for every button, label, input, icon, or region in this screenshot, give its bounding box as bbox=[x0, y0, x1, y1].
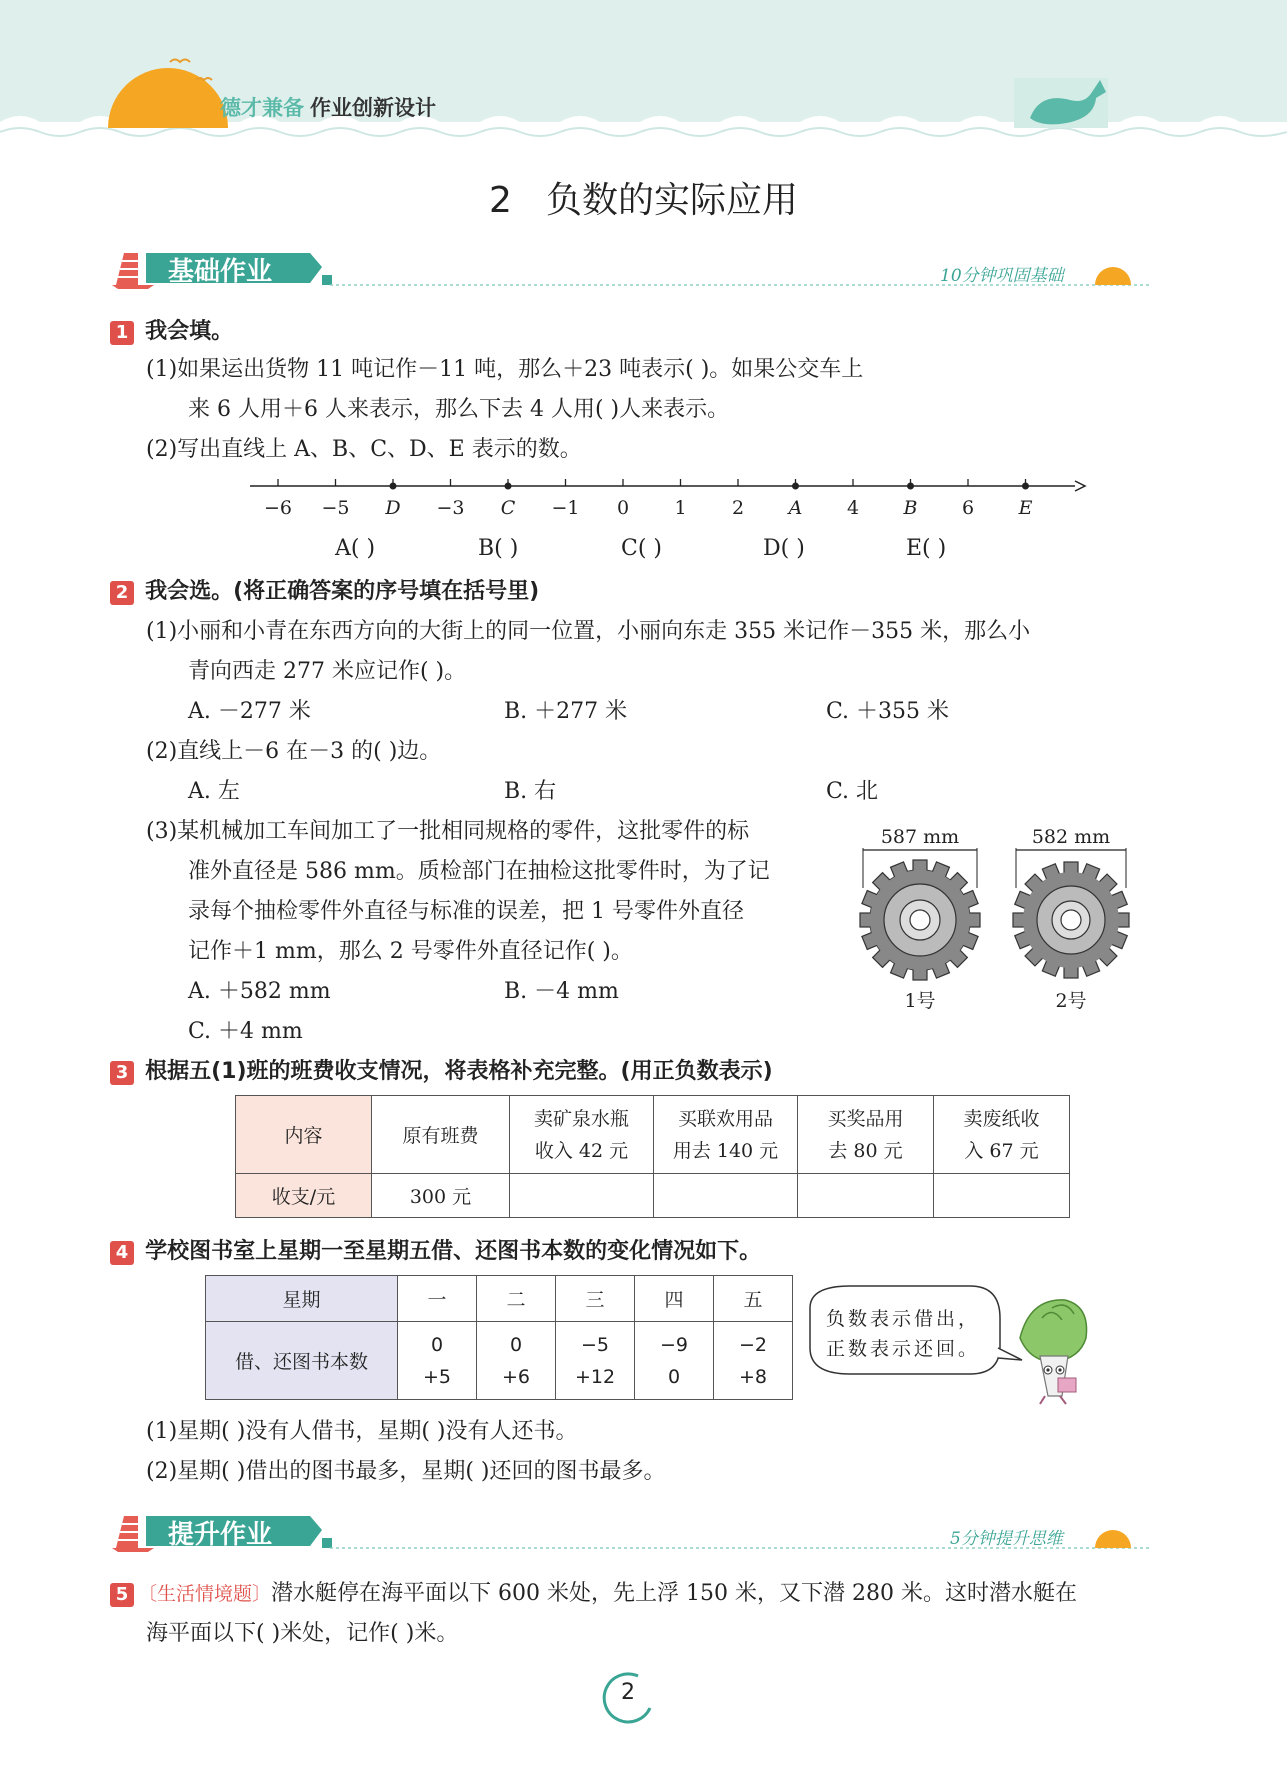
question-badge: 3 bbox=[110, 1061, 134, 1085]
table-cell-blank[interactable] bbox=[798, 1174, 934, 1218]
section-hint: 10分钟巩固基础 bbox=[940, 266, 1064, 286]
q4-1-line: (1)星期( )没有人借书，星期( )没有人还书。 bbox=[146, 1419, 578, 1444]
question-title: 我会选。(将正确答案的序号填在括号里) bbox=[145, 579, 540, 604]
number-line-label: D bbox=[385, 497, 401, 519]
question-4-heading bbox=[110, 1234, 761, 1265]
q2-1-option-b: B. ＋277 米 bbox=[504, 699, 628, 724]
question-text: 潜水艇停在海平面以下 600 米处，先上浮 150 米，又下潜 280 米。这时潜水艇在 bbox=[271, 1581, 1077, 1606]
question-5-line-1 bbox=[110, 1576, 1077, 1607]
question-badge: 1 bbox=[110, 321, 134, 345]
cell-line: 去 80 元 bbox=[828, 1139, 903, 1162]
number-line-label: B bbox=[903, 497, 918, 519]
number-line-label: E bbox=[1018, 497, 1033, 519]
gear-2 bbox=[1006, 826, 1136, 1013]
brand-title bbox=[220, 92, 436, 122]
q1-text-line-3: (2)写出直线上 A、B、C、D、E 表示的数。 bbox=[146, 437, 582, 462]
table-cell bbox=[635, 1322, 714, 1400]
section-hint: 5分钟提升思维 bbox=[950, 1529, 1063, 1549]
table-cell-blank[interactable] bbox=[934, 1174, 1070, 1218]
number-line-point bbox=[792, 483, 799, 490]
number-line-label: 6 bbox=[961, 497, 975, 519]
gear-1 bbox=[855, 826, 985, 1013]
gear-2-label: 2号 bbox=[1055, 990, 1087, 1012]
q4-2-line: (2)星期( )借出的图书最多，星期( )还回的图书最多。 bbox=[146, 1459, 666, 1484]
lesson-title: 负数的实际应用 bbox=[545, 180, 798, 221]
page-title bbox=[0, 172, 1287, 223]
cell-line: 用去 140 元 bbox=[672, 1139, 779, 1162]
table-cell bbox=[477, 1322, 556, 1400]
brand-subtitle: 作业创新设计 bbox=[310, 96, 436, 120]
header-band bbox=[0, 0, 1287, 150]
table-header-cell: 原有班费 bbox=[372, 1096, 510, 1174]
gear-icon bbox=[855, 848, 985, 988]
section-title: 提升作业 bbox=[168, 1520, 273, 1550]
answer-e: E( ) bbox=[906, 536, 947, 561]
answer-a: A( ) bbox=[335, 536, 376, 561]
q2-1-option-a: A. －277 米 bbox=[188, 699, 311, 724]
q2-3-line-3: 录每个抽检零件外直径与标准的误差，把 1 号零件外直径 bbox=[188, 899, 744, 924]
table-cell bbox=[714, 1322, 793, 1400]
number-line-label: −5 bbox=[321, 497, 350, 519]
table-cell bbox=[398, 1322, 477, 1400]
answer-d: D( ) bbox=[763, 536, 805, 561]
table-header-cell: 五 bbox=[714, 1276, 793, 1322]
section-title: 基础作业 bbox=[168, 257, 273, 287]
table-cell bbox=[556, 1322, 635, 1400]
number-line-point bbox=[907, 483, 914, 490]
cell-line: 买奖品用 bbox=[827, 1107, 904, 1130]
table-row-label: 收支/元 bbox=[236, 1174, 372, 1218]
q2-1-line-1: (1)小丽和小青在东西方向的大街上的同一位置，小丽向东走 355 米记作－355 米，那么小 bbox=[146, 619, 1031, 644]
q2-2-option-a: A. 左 bbox=[188, 779, 240, 804]
gear-1-size: 587 mm bbox=[880, 826, 960, 848]
cell-line: −2 bbox=[738, 1333, 767, 1356]
question-1-heading bbox=[110, 314, 233, 345]
table-header-cell: 内容 bbox=[236, 1096, 372, 1174]
question-3-heading bbox=[110, 1054, 773, 1085]
cell-line: 买联欢用品 bbox=[677, 1107, 773, 1130]
q2-1-line-2: 青向西走 277 米应记作( )。 bbox=[188, 659, 467, 684]
cell-line: +12 bbox=[574, 1365, 616, 1388]
gear-1-label: 1号 bbox=[904, 990, 936, 1012]
q2-3-option-a: A. ＋582 mm bbox=[188, 979, 331, 1004]
cell-line: 0 bbox=[430, 1333, 444, 1356]
cell-line: 0 bbox=[667, 1365, 681, 1388]
bubble-line-1: 负数表示借出， bbox=[826, 1308, 981, 1330]
q1-text-line-2: 来 6 人用＋6 人来表示，那么下去 4 人用( )人来表示。 bbox=[188, 397, 730, 422]
table-header-cell: 三 bbox=[556, 1276, 635, 1322]
number-line-label: 1 bbox=[674, 497, 687, 519]
number-line-label: 0 bbox=[616, 497, 630, 519]
table-header-cell: 一 bbox=[398, 1276, 477, 1322]
q1-text-line-1: (1)如果运出货物 11 吨记作－11 吨，那么＋23 吨表示( )。如果公交车上 bbox=[146, 357, 864, 382]
bubble-line-2: 正数表示还回。 bbox=[826, 1338, 981, 1360]
table-header-cell: 四 bbox=[635, 1276, 714, 1322]
question-title: 我会填。 bbox=[145, 319, 234, 344]
table-header-cell: 星期 bbox=[206, 1276, 398, 1322]
question-2-heading bbox=[110, 574, 539, 605]
table-header-cell bbox=[934, 1096, 1070, 1174]
table-header-row bbox=[206, 1276, 793, 1322]
section-header-basic bbox=[110, 245, 1150, 289]
table-cell-blank[interactable] bbox=[510, 1174, 654, 1218]
question-badge: 2 bbox=[110, 581, 134, 605]
library-table bbox=[205, 1275, 793, 1400]
table-header-cell: 二 bbox=[477, 1276, 556, 1322]
q2-2-option-c: C. 北 bbox=[826, 779, 879, 804]
table-header-cell bbox=[510, 1096, 654, 1174]
table-cell-blank[interactable] bbox=[654, 1174, 798, 1218]
table-header-row bbox=[236, 1096, 1070, 1174]
lesson-number: 2 bbox=[489, 180, 512, 221]
number-line-label: −6 bbox=[263, 497, 293, 519]
q2-2-line: (2)直线上－6 在－3 的( )边。 bbox=[146, 739, 442, 764]
q2-3-line-4: 记作＋1 mm，那么 2 号零件外直径记作( )。 bbox=[188, 939, 633, 964]
cell-line: −9 bbox=[659, 1333, 688, 1356]
number-line-label: 4 bbox=[846, 497, 860, 519]
class-fund-table bbox=[235, 1095, 1070, 1218]
table-row-label: 借、还图书本数 bbox=[206, 1322, 398, 1400]
number-line-label: 2 bbox=[731, 497, 745, 519]
number-line-label: A bbox=[788, 497, 803, 519]
cell-line: 入 67 元 bbox=[964, 1139, 1039, 1162]
page-number: 2 bbox=[621, 1680, 635, 1705]
cell-line: 卖废纸收 bbox=[963, 1107, 1040, 1130]
table-cell: 300 元 bbox=[372, 1174, 510, 1218]
number-line-point bbox=[1022, 483, 1029, 490]
question-title: 学校图书室上星期一至星期五借、还图书本数的变化情况如下。 bbox=[145, 1239, 762, 1264]
number-line-label: C bbox=[500, 497, 516, 519]
cell-line: 0 bbox=[509, 1333, 523, 1356]
brand-name: 德才兼备 bbox=[220, 96, 304, 120]
table-header-cell bbox=[654, 1096, 798, 1174]
section-header-advanced bbox=[110, 1508, 1150, 1552]
question-5-line-2: 海平面以下( )米处，记作( )米。 bbox=[146, 1621, 459, 1646]
cell-line: +5 bbox=[422, 1365, 451, 1388]
cell-line: +8 bbox=[738, 1365, 767, 1388]
cell-line: −5 bbox=[580, 1333, 609, 1356]
vegetable-character-icon bbox=[1020, 1300, 1087, 1404]
table-row bbox=[206, 1322, 793, 1400]
answer-b: B( ) bbox=[478, 536, 519, 561]
question-badge: 5 bbox=[110, 1583, 134, 1607]
q2-3-line-2: 准外直径是 586 mm。质检部门在抽检这批零件时，为了记 bbox=[188, 859, 770, 884]
cell-line: 卖矿泉水瓶 bbox=[533, 1107, 629, 1130]
question-tag: 〔生活情境题〕 bbox=[138, 1583, 272, 1605]
number-line-point bbox=[505, 483, 512, 490]
question-badge: 4 bbox=[110, 1241, 134, 1265]
question-title: 根据五(1)班的班费收支情况，将表格补充完整。(用正负数表示) bbox=[145, 1059, 773, 1084]
gear-2-size: 582 mm bbox=[1031, 826, 1111, 848]
q2-3-option-b: B. －4 mm bbox=[504, 979, 619, 1004]
q2-3-line-1: (3)某机械加工车间加工了一批相同规格的零件，这批零件的标 bbox=[146, 819, 750, 844]
cell-line: +6 bbox=[501, 1365, 530, 1388]
q2-2-option-b: B. 右 bbox=[504, 779, 557, 804]
table-header-cell bbox=[798, 1096, 934, 1174]
answer-c: C( ) bbox=[621, 536, 662, 561]
cell-line: 收入 42 元 bbox=[534, 1139, 629, 1162]
gear-icon bbox=[1006, 848, 1136, 988]
table-row bbox=[236, 1174, 1070, 1218]
number-line-label: −3 bbox=[436, 497, 465, 519]
q2-3-option-c: C. ＋4 mm bbox=[188, 1019, 303, 1044]
q2-1-option-c: C. ＋355 米 bbox=[826, 699, 950, 724]
number-line-label: −1 bbox=[551, 497, 580, 519]
number-line-point bbox=[390, 483, 397, 490]
